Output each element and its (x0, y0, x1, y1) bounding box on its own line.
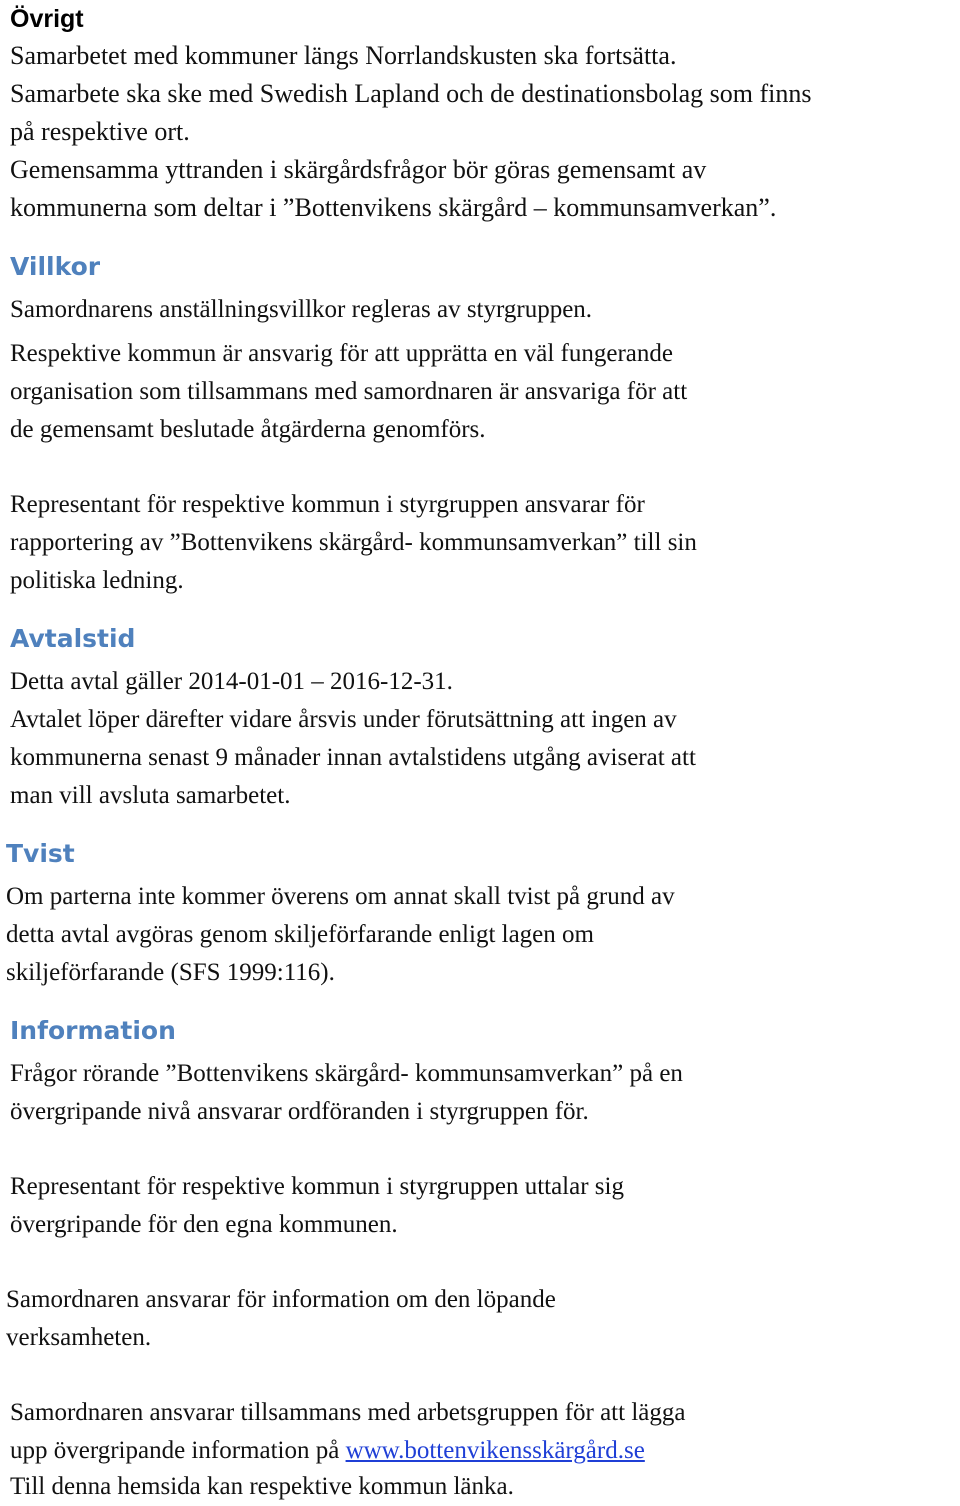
heading-information: Information (10, 1016, 176, 1045)
tvist-line-2: detta avtal avgöras genom skiljeförfarande enligt lagen om (6, 921, 594, 948)
information-link-prefix: upp övergripande information på (10, 1437, 346, 1464)
villkor-line-1: Samordnarens anställningsvillkor regleras av styrgruppen. (10, 296, 593, 323)
information-line-6: verksamheten. (6, 1324, 152, 1351)
heading-villkor: Villkor (10, 252, 101, 281)
villkor-line-7: politiska ledning. (10, 567, 184, 594)
information-line-3: Representant för respektive kommun i styrgruppen uttalar sig (10, 1173, 624, 1200)
heading-tvist: Tvist (6, 839, 75, 868)
information-link-line (10, 1432, 645, 1470)
website-link[interactable]: www.bottenvikensskärgård.se (345, 1437, 645, 1464)
information-last-line: Till denna hemsida kan respektive kommun länka. (10, 1473, 514, 1500)
information-line-7: Samordnaren ansvarar tillsammans med arbetsgruppen för att lägga (10, 1399, 686, 1426)
information-line-2: övergripande nivå ansvarar ordföranden i styrgruppen för. (10, 1098, 589, 1125)
avtalstid-line-2: Avtalet löper därefter vidare årsvis under förutsättning att ingen av (10, 706, 677, 733)
tvist-line-1: Om parterna inte kommer överens om annat skall tvist på grund av (6, 883, 675, 910)
ovrigt-line-4: Gemensamma yttranden i skärgårdsfrågor bör göras gemensamt av (10, 155, 707, 184)
avtalstid-line-4: man vill avsluta samarbetet. (10, 782, 291, 809)
heading-ovrigt: Övrigt (10, 5, 84, 33)
villkor-line-2: Respektive kommun är ansvarig för att upprätta en väl fungerande (10, 340, 673, 367)
tvist-line-3: skiljeförfarande (SFS 1999:116). (6, 959, 335, 986)
villkor-line-5: Representant för respektive kommun i styrgruppen ansvarar för (10, 491, 645, 518)
ovrigt-line-1: Samarbetet med kommuner längs Norrlandskusten ska fortsätta. (10, 41, 677, 70)
villkor-line-3: organisation som tillsammans med samordnaren är ansvariga för att (10, 378, 688, 405)
ovrigt-line-5: kommunerna som deltar i ”Bottenvikens skärgård – kommunsamverkan”. (10, 193, 777, 222)
avtalstid-line-1: Detta avtal gäller 2014-01-01 – 2016-12-31. (10, 668, 453, 695)
ovrigt-line-2: Samarbete ska ske med Swedish Lapland och de destinationsbolag som finns (10, 79, 812, 108)
ovrigt-line-3: på respektive ort. (10, 117, 190, 146)
information-line-5: Samordnaren ansvarar för information om den löpande (6, 1286, 556, 1313)
information-line-4: övergripande för den egna kommunen. (10, 1211, 398, 1238)
villkor-line-6: rapportering av ”Bottenvikens skärgård- kommunsamverkan” till sin (10, 529, 697, 556)
information-line-1: Frågor rörande ”Bottenvikens skärgård- kommunsamverkan” på en (10, 1060, 683, 1087)
avtalstid-line-3: kommunerna senast 9 månader innan avtalstidens utgång aviserat att (10, 744, 696, 771)
heading-avtalstid: Avtalstid (10, 624, 136, 653)
villkor-line-4: de gemensamt beslutade åtgärderna genomförs. (10, 416, 486, 443)
